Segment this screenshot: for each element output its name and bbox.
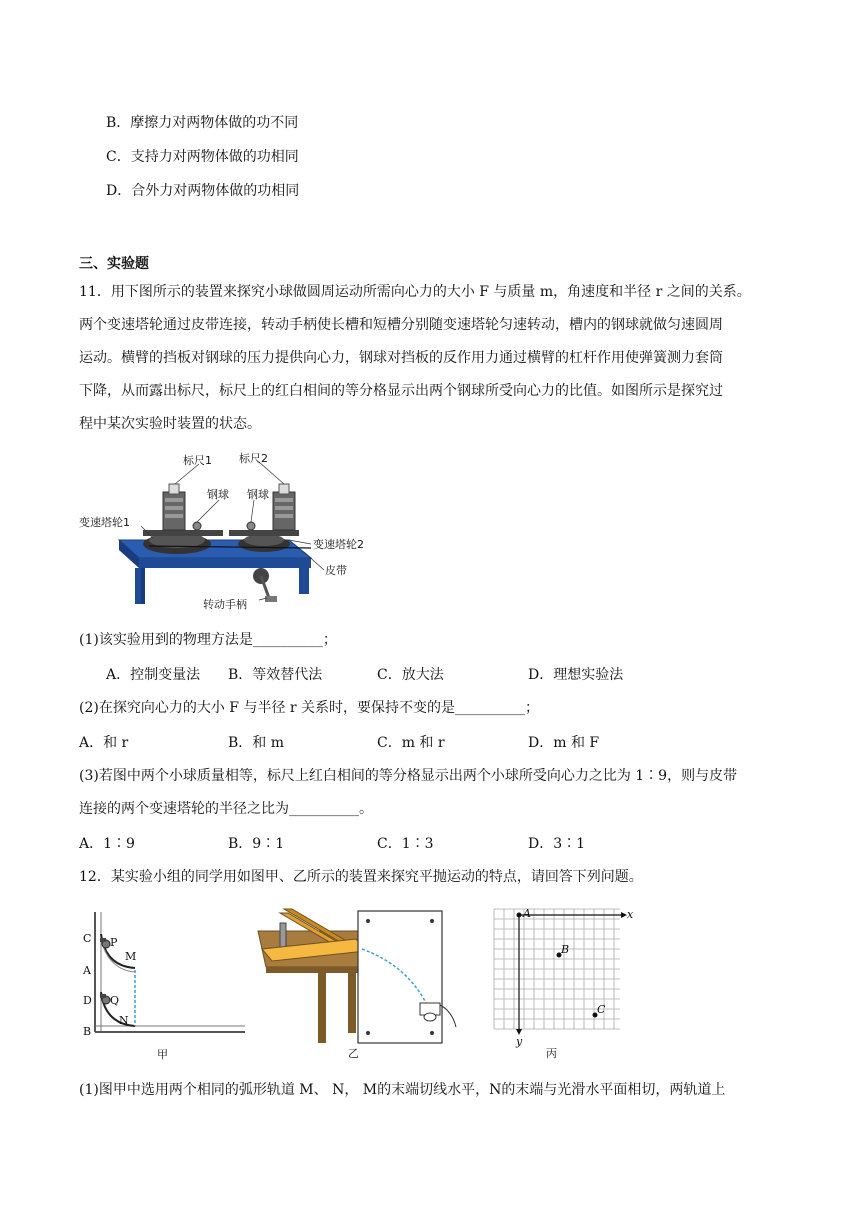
q11-sub3-opt-a: A．1∶9 — [79, 836, 135, 852]
jia-label-c: C — [83, 932, 92, 945]
bing-label-a: A — [523, 907, 531, 920]
q11-sub1-opt-b: B．等效替代法 — [228, 667, 323, 683]
q11-line-1: 11．用下图所示的装置来探究小球做圆周运动所需向心力的大小 F 与质量 m，角速度和半径 r 之间的关系。 — [79, 284, 751, 300]
q11-line-3: 运动。横臂的挡板对钢球的压力提供向心力，钢球对挡板的反作用力通过横臂的杠杆作用使弹簧测力套筒 — [79, 350, 723, 366]
yi-caption: 乙 — [348, 1047, 359, 1060]
label-wheel1: 变速塔轮1 — [79, 516, 130, 529]
jia-label-b: B — [83, 1025, 92, 1038]
q11-sub2-opt-d: D．m 和 F — [528, 735, 600, 751]
q11-sub3-opt-d: D．3∶1 — [528, 836, 586, 852]
q11-sub3-opt-b: B．9∶1 — [228, 836, 285, 852]
bing-label-c: C — [597, 1003, 606, 1016]
centripetal-apparatus-figure — [79, 448, 379, 616]
q11-sub3-opt-c: C．1∶3 — [377, 836, 434, 852]
q11-line-2: 两个变速塔轮通过皮带连接，转动手柄使长槽和短槽分别随变速塔轮匀速转动，槽内的钢球就做匀速圆周 — [79, 317, 723, 333]
jia-label-q: Q — [110, 994, 120, 1007]
figure-jia — [79, 908, 249, 1063]
q11-sub1-opt-a: A．控制变量法 — [106, 667, 201, 683]
q11-sub2-opt-c: C．m 和 r — [377, 735, 445, 751]
label-belt: 皮带 — [325, 564, 347, 577]
q11-sub1-opt-d: D．理想实验法 — [528, 667, 624, 683]
label-ball-left: 钢球 — [207, 488, 229, 501]
jia-label-n: N — [119, 1014, 129, 1027]
option-b: B．摩擦力对两物体做的功不同 — [106, 115, 299, 131]
bing-label-b: B — [561, 943, 570, 956]
q11-line-4: 下降，从而露出标尺，标尺上的红白相间的等分格显示出两个钢球所受向心力的比值。如图所示是探究过 — [79, 383, 723, 399]
label-handle: 转动手柄 — [203, 598, 247, 611]
figure-yi — [256, 905, 466, 1063]
q11-line-5: 程中某次实验时装置的状态。 — [79, 416, 261, 432]
q11-sub1-opt-c: C．放大法 — [377, 667, 444, 683]
q12-sub1: (1)图甲中选用两个相同的弧形轨道 M、 N， M的末端切线水平，N的末端与光滑水平面相切，两轨道上 — [79, 1082, 726, 1098]
option-c: C．支持力对两物体做的功相同 — [106, 149, 299, 165]
q12-text: 12．某实验小组的同学用如图甲、乙所示的装置来探究平抛运动的特点，请回答下列问题。 — [79, 869, 643, 885]
q11-sub1: (1)该实验用到的物理方法是__________； — [79, 632, 337, 648]
figure-bing — [490, 905, 640, 1063]
bing-label-y: y — [516, 1035, 523, 1048]
label-ruler1: 标尺1 — [183, 454, 212, 467]
section-title: 三、实验题 — [79, 256, 149, 272]
jia-label-a: A — [83, 964, 91, 977]
label-ball-right: 钢球 — [247, 488, 269, 501]
label-wheel2: 变速塔轮2 — [313, 538, 364, 551]
label-ruler2: 标尺2 — [239, 452, 268, 465]
bing-label-x: x — [627, 908, 634, 921]
jia-label-m: M — [125, 950, 137, 963]
option-d: D．合外力对两物体做的功相同 — [106, 183, 300, 199]
q11-sub3-line-2: 连接的两个变速塔轮的半径之比为__________。 — [79, 801, 373, 817]
q11-sub2-opt-b: B．和 m — [228, 735, 285, 751]
q11-sub2: (2)在探究向心力的大小 F 与半径 r 关系时，要保持不变的是__________； — [79, 700, 540, 716]
q11-sub2-opt-a: A．和 r — [79, 735, 129, 751]
bing-caption: 丙 — [546, 1047, 557, 1060]
jia-caption: 甲 — [157, 1048, 168, 1061]
jia-label-p: P — [110, 936, 118, 949]
jia-label-d: D — [83, 994, 92, 1007]
q11-sub3-line-1: (3)若图中两个小球质量相等，标尺上红白相间的等分格显示出两个小球所受向心力之比为 1∶9，则与皮带 — [79, 768, 738, 784]
